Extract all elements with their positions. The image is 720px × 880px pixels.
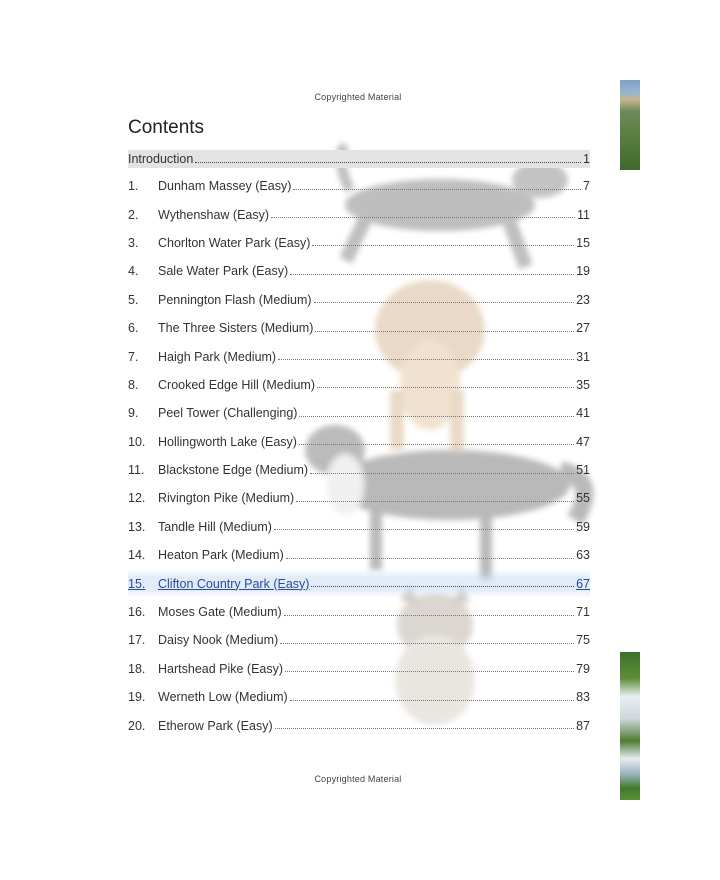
toc-entry-page: 15 [576,235,590,250]
toc-dot-leader [314,302,575,303]
toc-entry-number: 20. [128,718,146,733]
toc-entry[interactable] [128,541,590,569]
toc-entry[interactable] [128,484,590,512]
toc-entry-label: Moses Gate (Medium) [158,605,282,620]
toc-entry[interactable] [128,683,590,711]
toc-entry-number: 2. [128,207,139,222]
toc-entry[interactable] [128,655,590,683]
toc-dot-leader [278,359,574,360]
toc-entry[interactable] [128,229,590,257]
toc-entry-number: 18. [128,661,146,676]
toc-entry-label: Peel Tower (Challenging) [158,406,298,421]
toc-entry-number: 5. [128,292,139,307]
toc-entry-page: 59 [576,519,590,534]
toc-entry-introduction[interactable] [128,150,590,168]
toc-entry-page: 1 [583,152,590,166]
toc-entry-page: 11 [577,207,590,222]
toc-entry-page: 71 [576,605,590,620]
toc-entry-label: Daisy Nook (Medium) [158,633,279,648]
toc-entry-label: Werneth Low (Medium) [158,690,288,705]
toc-entry-page: 41 [576,406,590,421]
toc-entry-number: 12. [128,491,146,506]
toc-entry-label: Introduction [128,152,194,166]
toc-entry[interactable] [128,428,590,456]
toc-entry-page: 23 [576,292,590,307]
table-of-contents [128,150,590,740]
toc-entry[interactable] [128,342,590,370]
toc-dot-leader [290,700,574,701]
toc-entry-page: 55 [576,491,590,506]
toc-entry[interactable] [128,711,590,739]
toc-entry-label: Crooked Edge Hill (Medium) [158,377,316,392]
toc-entry-page: 19 [576,264,590,279]
toc-entry-label: Clifton Country Park (Easy) [158,576,310,591]
toc-entry[interactable] [128,314,590,342]
toc-entry-page: 79 [576,661,590,676]
toc-dot-leader [299,444,574,445]
toc-entry-page: 67 [576,576,590,591]
copyright-footer: Copyrighted Material [314,774,402,784]
toc-entry-number: 11. [128,463,145,478]
toc-dot-leader [290,274,574,275]
toc-entry[interactable] [128,399,590,427]
toc-entry-label: Haigh Park (Medium) [158,349,277,364]
toc-dot-leader [296,501,574,502]
toc-dot-leader [299,416,574,417]
toc-dot-leader [195,162,581,163]
toc-entry-label: Etherow Park (Easy) [158,718,273,733]
toc-entry-label: Wythenshaw (Easy) [158,207,270,222]
toc-entry-number: 4. [128,264,139,279]
toc-entry-page: 87 [576,718,590,733]
toc-entry[interactable] [128,598,590,626]
toc-entry-number: 17. [128,633,146,648]
toc-entry-label: Hollingworth Lake (Easy) [158,434,297,449]
toc-entry[interactable] [128,200,590,228]
toc-entry-list [128,172,590,740]
toc-entry-page: 75 [576,633,590,648]
toc-entry-number: 15. [128,576,146,591]
toc-entry-page: 63 [576,548,590,563]
toc-entry[interactable] [128,626,590,654]
toc-entry-number: 16. [128,605,146,620]
toc-entry[interactable] [128,371,590,399]
toc-entry-page: 47 [576,434,590,449]
toc-dot-leader [312,245,574,246]
toc-entry[interactable] [128,172,590,200]
toc-dot-leader [274,529,574,530]
toc-entry-number: 9. [128,406,139,421]
toc-dot-leader [311,586,574,587]
toc-entry-label: Hartshead Pike (Easy) [158,661,284,676]
toc-dot-leader [285,671,574,672]
copyright-header: Copyrighted Material [314,92,402,102]
toc-entry[interactable] [128,569,590,597]
toc-entry-label: Chorlton Water Park (Easy) [158,235,311,250]
toc-entry-number: 6. [128,321,139,336]
toc-entry-page: 51 [576,463,590,478]
toc-entry-page: 31 [576,349,590,364]
toc-entry-page: 7 [583,179,590,194]
toc-entry-page: 27 [576,321,590,336]
toc-entry-label: Dunham Massey (Easy) [158,179,292,194]
toc-dot-leader [317,387,574,388]
toc-entry-label: Sale Water Park (Easy) [158,264,289,279]
toc-dot-leader [315,331,574,332]
toc-entry-number: 3. [128,235,139,250]
toc-dot-leader [275,728,574,729]
toc-entry-number: 19. [128,690,146,705]
toc-entry-label: Pennington Flash (Medium) [158,292,312,307]
toc-entry-number: 10. [128,434,146,449]
page-title: Contents [128,117,205,138]
toc-entry-number: 7. [128,349,139,364]
toc-entry-page: 83 [576,690,590,705]
toc-dot-leader [293,189,581,190]
toc-dot-leader [271,217,575,218]
toc-entry[interactable] [128,286,590,314]
toc-entry-number: 13. [128,519,146,534]
toc-entry-label: Tandle Hill (Medium) [158,519,272,534]
toc-entry[interactable] [128,513,590,541]
toc-dot-leader [310,473,574,474]
toc-dot-leader [280,643,574,644]
toc-entry-page: 35 [576,377,590,392]
toc-dot-leader [284,615,574,616]
toc-entry-label: Rivington Pike (Medium) [158,491,295,506]
toc-entry-label: The Three Sisters (Medium) [158,321,314,336]
toc-dot-leader [286,558,574,559]
toc-entry[interactable] [128,456,590,484]
toc-entry-number: 14. [128,548,146,563]
toc-entry-label: Blackstone Edge (Medium) [158,463,309,478]
toc-entry-label: Heaton Park (Medium) [158,548,284,563]
toc-entry-number: 1. [128,179,139,194]
toc-entry-number: 8. [128,377,139,392]
toc-entry[interactable] [128,257,590,285]
